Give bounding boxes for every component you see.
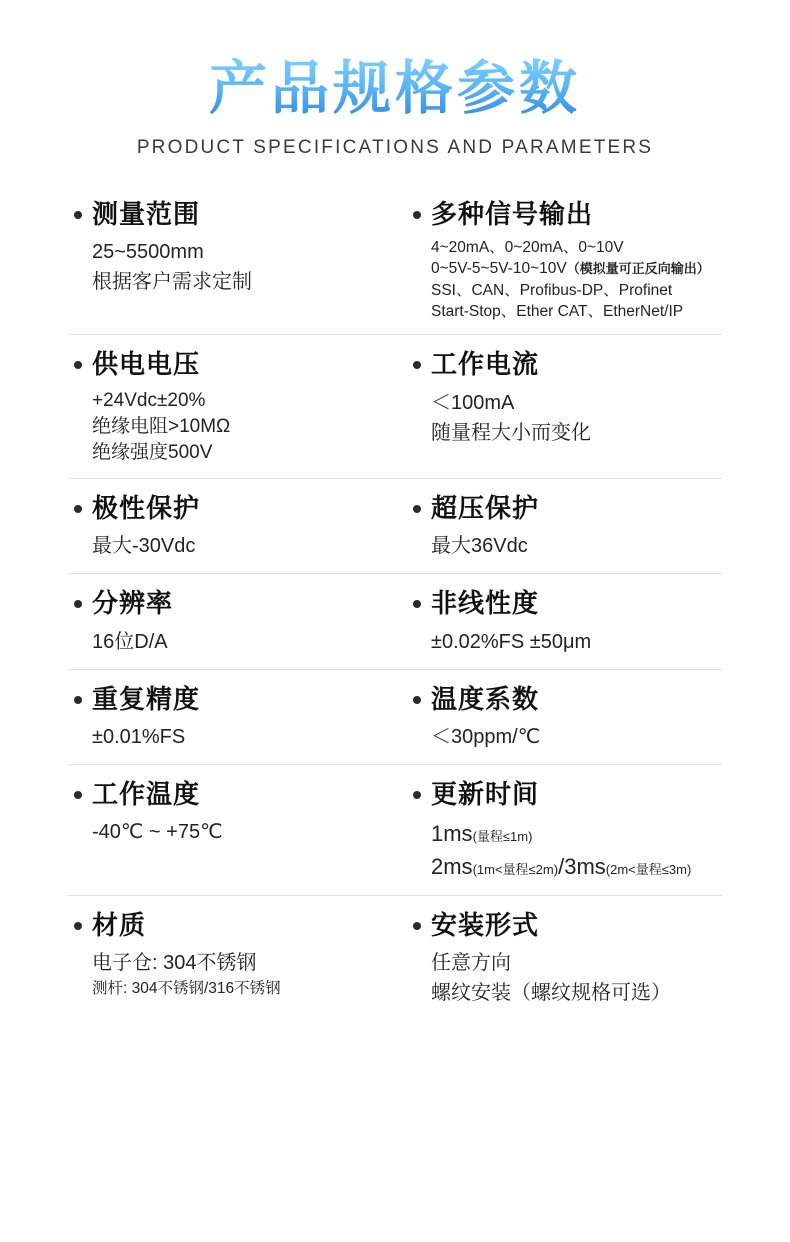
- spec-line: 4~20mA、0~20mA、0~10V: [431, 238, 624, 256]
- spec-body: [92, 948, 379, 1000]
- bullet-icon: [74, 696, 82, 704]
- update-note: (量程≤1m): [472, 828, 533, 844]
- spec-line: -40℃ ~ +75℃: [92, 820, 223, 843]
- spec-title: 更新时间: [431, 778, 540, 809]
- spec-body: [431, 388, 718, 448]
- table-row: [68, 573, 722, 668]
- update-value-b: 3ms: [564, 853, 606, 879]
- spec-head: [413, 493, 718, 524]
- update-note-b: (2m<量程≤3m): [605, 861, 692, 877]
- spec-head: [413, 349, 718, 380]
- spec-body: [431, 237, 718, 323]
- spec-item-supply-voltage: [68, 335, 395, 478]
- spec-title: 温度系数: [431, 683, 540, 714]
- spec-head: [413, 910, 718, 941]
- spec-title: 非线性度: [431, 588, 540, 619]
- spec-item-signal-output: [395, 185, 722, 335]
- spec-body: [431, 722, 718, 752]
- spec-title: 超压保护: [431, 493, 540, 524]
- spec-body: [431, 531, 718, 561]
- bullet-icon: [413, 922, 421, 930]
- spec-body: [431, 817, 718, 883]
- spec-line: ＜100mA: [431, 391, 515, 414]
- spec-item-material: [68, 896, 395, 1020]
- spec-head: [74, 684, 379, 715]
- spec-head: [74, 779, 379, 810]
- spec-line: SSI、CAN、Profibus-DP、Profinet: [431, 281, 673, 299]
- spec-item-polarity-protection: [68, 479, 395, 573]
- spec-body: [431, 948, 718, 1008]
- spec-title: 安装形式: [431, 909, 540, 940]
- spec-line: 随量程大小而变化: [431, 421, 591, 444]
- bullet-icon: [413, 600, 421, 608]
- spec-note: （模拟量可正反向输出）: [566, 261, 710, 277]
- page-subtitle: PRODUCT SPECIFICATIONS AND PARAMETERS: [136, 136, 654, 158]
- update-time-row-1: [431, 817, 718, 850]
- spec-title: 测量范围: [92, 198, 201, 229]
- spec-line: 螺纹安装（螺纹规格可选）: [431, 982, 671, 1005]
- spec-line: ±0.01%FS: [92, 725, 186, 748]
- spec-head: [413, 199, 718, 230]
- spec-title: 多种信号输出: [431, 198, 594, 229]
- spec-line-with-note: [431, 258, 718, 279]
- spec-title: 分辨率: [92, 588, 174, 619]
- spec-title: 重复精度: [92, 683, 201, 714]
- spec-line: ＜30ppm/℃: [431, 725, 541, 748]
- spec-head: [413, 779, 718, 810]
- bullet-icon: [413, 361, 421, 369]
- spec-body: [92, 817, 379, 847]
- bullet-icon: [74, 361, 82, 369]
- spec-item-working-current: [395, 335, 722, 478]
- update-value-a: 2ms: [431, 853, 473, 879]
- spec-body: [431, 627, 718, 657]
- spec-line: 任意方向: [431, 952, 511, 975]
- spec-head: [74, 349, 379, 380]
- spec-line: 25~5500mm: [92, 240, 204, 263]
- bullet-icon: [74, 211, 82, 219]
- spec-head: [74, 199, 379, 230]
- spec-line: 最大36Vdc: [431, 535, 528, 558]
- bullet-icon: [413, 211, 421, 219]
- spec-head: [74, 493, 379, 524]
- table-row: [68, 334, 722, 478]
- spec-body: [92, 531, 379, 561]
- spec-line: +24Vdc±20%: [92, 389, 206, 411]
- spec-body: [92, 388, 379, 467]
- spec-line-text: 0~5V-5~5V-10~10V: [431, 260, 567, 278]
- spec-head: [413, 588, 718, 619]
- update-value: 1ms: [431, 820, 473, 846]
- spec-line: ±0.02%FS ±50μm: [431, 630, 592, 653]
- table-row: [68, 185, 722, 335]
- spec-item-mounting: [395, 896, 722, 1020]
- table-row: [68, 478, 722, 573]
- spec-line: 绝缘电阻>10MΩ: [92, 415, 231, 437]
- spec-title: 极性保护: [92, 493, 201, 524]
- bullet-icon: [74, 505, 82, 513]
- spec-item-operating-temperature: [68, 765, 395, 895]
- spec-title: 供电电压: [92, 349, 201, 380]
- bullet-icon: [413, 696, 421, 704]
- table-row: [68, 669, 722, 764]
- spec-item-temperature-coefficient: [395, 670, 722, 764]
- spec-head: [74, 910, 379, 941]
- spec-title: 材质: [92, 909, 147, 940]
- spec-body: [92, 237, 379, 297]
- bullet-icon: [74, 600, 82, 608]
- spec-item-overvoltage-protection: [395, 479, 722, 573]
- page-title: 产品规格参数: [0, 56, 790, 123]
- bullet-icon: [74, 791, 82, 799]
- spec-line: 电子仓: 304不锈钢: [92, 952, 257, 975]
- spec-title: 工作温度: [92, 778, 201, 809]
- update-separator: /: [558, 853, 565, 879]
- bullet-icon: [413, 791, 421, 799]
- spec-line: 最大-30Vdc: [92, 535, 196, 558]
- update-note-a: (1m<量程≤2m): [472, 861, 559, 877]
- bullet-icon: [413, 505, 421, 513]
- spec-line: Start-Stop、Ether CAT、EtherNet/IP: [431, 303, 684, 320]
- bullet-icon: [74, 922, 82, 930]
- spec-line: 绝缘强度500V: [92, 442, 213, 463]
- spec-line: 根据客户需求定制: [92, 270, 252, 293]
- update-time-row-2: [431, 850, 718, 883]
- spec-item-resolution: [68, 574, 395, 668]
- specifications-table: [68, 185, 722, 1020]
- spec-item-measuring-range: [68, 185, 395, 335]
- spec-head: [74, 588, 379, 619]
- spec-title: 工作电流: [431, 349, 540, 380]
- spec-line: 16位D/A: [92, 630, 168, 653]
- spec-item-update-time: [395, 765, 722, 895]
- table-row: [68, 764, 722, 895]
- spec-body: [92, 722, 379, 752]
- spec-item-nonlinearity: [395, 574, 722, 668]
- spec-body: [92, 627, 379, 657]
- page-header: [0, 0, 790, 159]
- spec-line: 测杆: 304不锈钢/316不锈钢: [92, 980, 281, 998]
- table-row: [68, 895, 722, 1020]
- spec-head: [413, 684, 718, 715]
- spec-item-repeatability: [68, 670, 395, 764]
